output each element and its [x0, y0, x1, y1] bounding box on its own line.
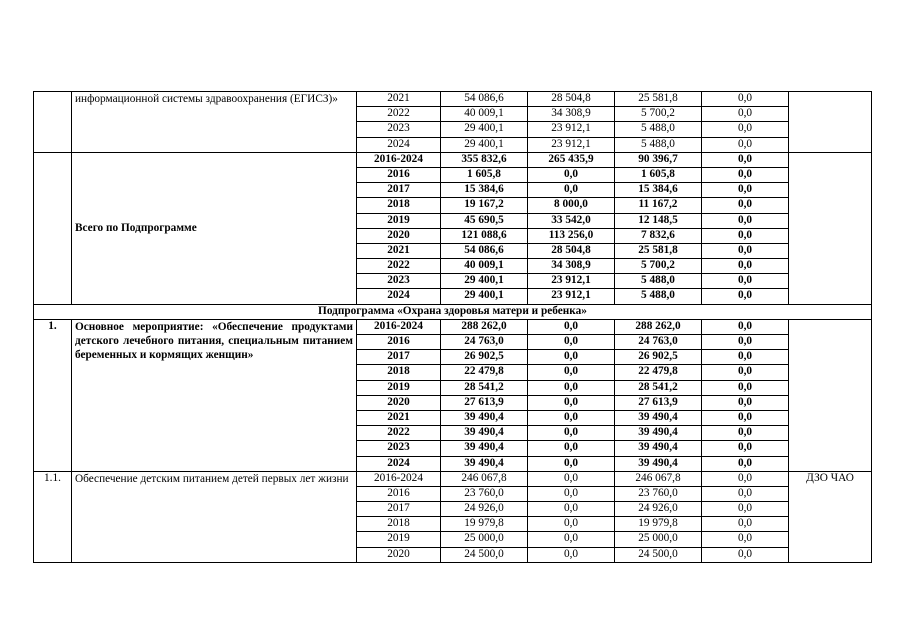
total-cell: 54 086,6 [441, 243, 528, 258]
year-cell: 2021 [357, 243, 441, 258]
other-cell: 0,0 [702, 335, 789, 350]
federal-cell: 33 542,0 [528, 213, 615, 228]
regional-cell: 22 479,8 [615, 365, 702, 380]
other-cell: 0,0 [702, 395, 789, 410]
year-cell: 2020 [357, 228, 441, 243]
other-cell: 0,0 [702, 259, 789, 274]
year-cell: 2022 [357, 259, 441, 274]
year-cell: 2023 [357, 441, 441, 456]
total-cell: 28 541,2 [441, 380, 528, 395]
federal-cell: 0,0 [528, 456, 615, 471]
row-index [34, 92, 72, 153]
federal-cell: 0,0 [528, 486, 615, 501]
total-cell: 29 400,1 [441, 289, 528, 304]
other-cell: 0,0 [702, 532, 789, 547]
other-cell: 0,0 [702, 365, 789, 380]
federal-cell: 0,0 [528, 395, 615, 410]
federal-cell: 0,0 [528, 441, 615, 456]
year-cell: 2024 [357, 289, 441, 304]
total-cell: 29 400,1 [441, 137, 528, 152]
total-cell: 26 902,5 [441, 350, 528, 365]
year-cell: 2016 [357, 486, 441, 501]
regional-cell: 19 979,8 [615, 517, 702, 532]
year-cell: 2023 [357, 274, 441, 289]
year-cell: 2021 [357, 410, 441, 425]
federal-cell: 0,0 [528, 532, 615, 547]
other-cell: 0,0 [702, 410, 789, 425]
year-cell: 2016-2024 [357, 471, 441, 486]
regional-cell: 5 700,2 [615, 107, 702, 122]
other-cell: 0,0 [702, 289, 789, 304]
total-cell: 23 760,0 [441, 486, 528, 501]
year-cell: 2017 [357, 350, 441, 365]
year-cell: 2021 [357, 92, 441, 107]
federal-cell: 23 912,1 [528, 289, 615, 304]
federal-cell: 0,0 [528, 547, 615, 562]
year-cell: 2018 [357, 198, 441, 213]
regional-cell: 39 490,4 [615, 410, 702, 425]
other-cell: 0,0 [702, 137, 789, 152]
total-cell: 24 763,0 [441, 335, 528, 350]
year-cell: 2018 [357, 365, 441, 380]
regional-cell: 25 581,8 [615, 92, 702, 107]
total-cell: 19 979,8 [441, 517, 528, 532]
total-cell: 54 086,6 [441, 92, 528, 107]
year-cell: 2022 [357, 426, 441, 441]
row-index [34, 152, 72, 304]
regional-cell: 39 490,4 [615, 456, 702, 471]
regional-cell: 27 613,9 [615, 395, 702, 410]
row-index: 1.1. [34, 471, 72, 562]
year-cell: 2020 [357, 547, 441, 562]
regional-cell: 1 605,8 [615, 167, 702, 182]
regional-cell: 25 581,8 [615, 243, 702, 258]
regional-cell: 39 490,4 [615, 426, 702, 441]
table-row [34, 92, 872, 107]
year-cell: 2019 [357, 213, 441, 228]
federal-cell: 34 308,9 [528, 107, 615, 122]
total-cell: 1 605,8 [441, 167, 528, 182]
federal-cell: 0,0 [528, 183, 615, 198]
regional-cell: 246 067,8 [615, 471, 702, 486]
year-cell: 2022 [357, 107, 441, 122]
other-cell: 0,0 [702, 183, 789, 198]
total-cell: 27 613,9 [441, 395, 528, 410]
measure-name: Всего по Подпрограмме [72, 152, 357, 304]
total-cell: 24 926,0 [441, 502, 528, 517]
total-cell: 25 000,0 [441, 532, 528, 547]
year-cell: 2020 [357, 395, 441, 410]
other-cell: 0,0 [702, 167, 789, 182]
year-cell: 2016 [357, 167, 441, 182]
total-cell: 29 400,1 [441, 122, 528, 137]
federal-cell: 0,0 [528, 365, 615, 380]
table-row [34, 471, 872, 486]
regional-cell: 5 700,2 [615, 259, 702, 274]
executor-cell [789, 92, 872, 153]
regional-cell: 90 396,7 [615, 152, 702, 167]
federal-cell: 0,0 [528, 350, 615, 365]
regional-cell: 39 490,4 [615, 441, 702, 456]
total-cell: 288 262,0 [441, 319, 528, 334]
federal-cell: 0,0 [528, 426, 615, 441]
regional-cell: 26 902,5 [615, 350, 702, 365]
regional-cell: 5 488,0 [615, 289, 702, 304]
year-cell: 2018 [357, 517, 441, 532]
federal-cell: 0,0 [528, 471, 615, 486]
table-row [34, 152, 872, 167]
table-body [34, 92, 872, 563]
other-cell: 0,0 [702, 243, 789, 258]
federal-cell: 265 435,9 [528, 152, 615, 167]
total-cell: 22 479,8 [441, 365, 528, 380]
federal-cell: 0,0 [528, 502, 615, 517]
regional-cell: 5 488,0 [615, 274, 702, 289]
federal-cell: 8 000,0 [528, 198, 615, 213]
other-cell: 0,0 [702, 198, 789, 213]
regional-cell: 15 384,6 [615, 183, 702, 198]
regional-cell: 11 167,2 [615, 198, 702, 213]
other-cell: 0,0 [702, 517, 789, 532]
federal-cell: 28 504,8 [528, 243, 615, 258]
other-cell: 0,0 [702, 107, 789, 122]
federal-cell: 23 912,1 [528, 274, 615, 289]
regional-cell: 25 000,0 [615, 532, 702, 547]
total-cell: 15 384,6 [441, 183, 528, 198]
measure-name: информационной системы здравоохранения (ЕГИСЗ)» [72, 92, 357, 153]
year-cell: 2024 [357, 137, 441, 152]
section-row [34, 304, 872, 319]
federal-cell: 0,0 [528, 335, 615, 350]
regional-cell: 7 832,6 [615, 228, 702, 243]
regional-cell: 23 760,0 [615, 486, 702, 501]
other-cell: 0,0 [702, 92, 789, 107]
year-cell: 2023 [357, 122, 441, 137]
total-cell: 45 690,5 [441, 213, 528, 228]
other-cell: 0,0 [702, 426, 789, 441]
total-cell: 19 167,2 [441, 198, 528, 213]
year-cell: 2016 [357, 335, 441, 350]
federal-cell: 34 308,9 [528, 259, 615, 274]
other-cell: 0,0 [702, 228, 789, 243]
total-cell: 40 009,1 [441, 259, 528, 274]
total-cell: 39 490,4 [441, 456, 528, 471]
row-index: 1. [34, 319, 72, 471]
year-cell: 2024 [357, 456, 441, 471]
other-cell: 0,0 [702, 350, 789, 365]
regional-cell: 24 500,0 [615, 547, 702, 562]
table-row [34, 319, 872, 334]
federal-cell: 0,0 [528, 380, 615, 395]
total-cell: 39 490,4 [441, 426, 528, 441]
federal-cell: 0,0 [528, 167, 615, 182]
budget-table [33, 91, 872, 563]
other-cell: 0,0 [702, 213, 789, 228]
federal-cell: 0,0 [528, 319, 615, 334]
measure-name: Обеспечение детским питанием детей первых лет жизни [72, 471, 357, 562]
executor-cell [789, 152, 872, 304]
other-cell: 0,0 [702, 122, 789, 137]
section-title: Подпрограмма «Охрана здоровья матери и ребенка» [34, 304, 872, 319]
other-cell: 0,0 [702, 441, 789, 456]
federal-cell: 0,0 [528, 517, 615, 532]
other-cell: 0,0 [702, 547, 789, 562]
other-cell: 0,0 [702, 471, 789, 486]
year-cell: 2019 [357, 380, 441, 395]
federal-cell: 113 256,0 [528, 228, 615, 243]
federal-cell: 23 912,1 [528, 137, 615, 152]
regional-cell: 28 541,2 [615, 380, 702, 395]
total-cell: 40 009,1 [441, 107, 528, 122]
other-cell: 0,0 [702, 274, 789, 289]
measure-name: Основное мероприятие: «Обеспечение продуктами детского лечебного питания, специальным питанием беременных и кормящих женщин» [72, 319, 357, 471]
total-cell: 24 500,0 [441, 547, 528, 562]
total-cell: 39 490,4 [441, 410, 528, 425]
regional-cell: 5 488,0 [615, 137, 702, 152]
total-cell: 246 067,8 [441, 471, 528, 486]
year-cell: 2016-2024 [357, 319, 441, 334]
executor-cell [789, 319, 872, 471]
regional-cell: 288 262,0 [615, 319, 702, 334]
total-cell: 121 088,6 [441, 228, 528, 243]
other-cell: 0,0 [702, 486, 789, 501]
year-cell: 2017 [357, 183, 441, 198]
other-cell: 0,0 [702, 502, 789, 517]
other-cell: 0,0 [702, 456, 789, 471]
regional-cell: 24 763,0 [615, 335, 702, 350]
regional-cell: 12 148,5 [615, 213, 702, 228]
regional-cell: 24 926,0 [615, 502, 702, 517]
year-cell: 2017 [357, 502, 441, 517]
federal-cell: 28 504,8 [528, 92, 615, 107]
other-cell: 0,0 [702, 380, 789, 395]
executor-cell: ДЗО ЧАО [789, 471, 872, 562]
total-cell: 39 490,4 [441, 441, 528, 456]
regional-cell: 5 488,0 [615, 122, 702, 137]
federal-cell: 0,0 [528, 410, 615, 425]
year-cell: 2019 [357, 532, 441, 547]
federal-cell: 23 912,1 [528, 122, 615, 137]
other-cell: 0,0 [702, 152, 789, 167]
total-cell: 355 832,6 [441, 152, 528, 167]
total-cell: 29 400,1 [441, 274, 528, 289]
other-cell: 0,0 [702, 319, 789, 334]
year-cell: 2016-2024 [357, 152, 441, 167]
